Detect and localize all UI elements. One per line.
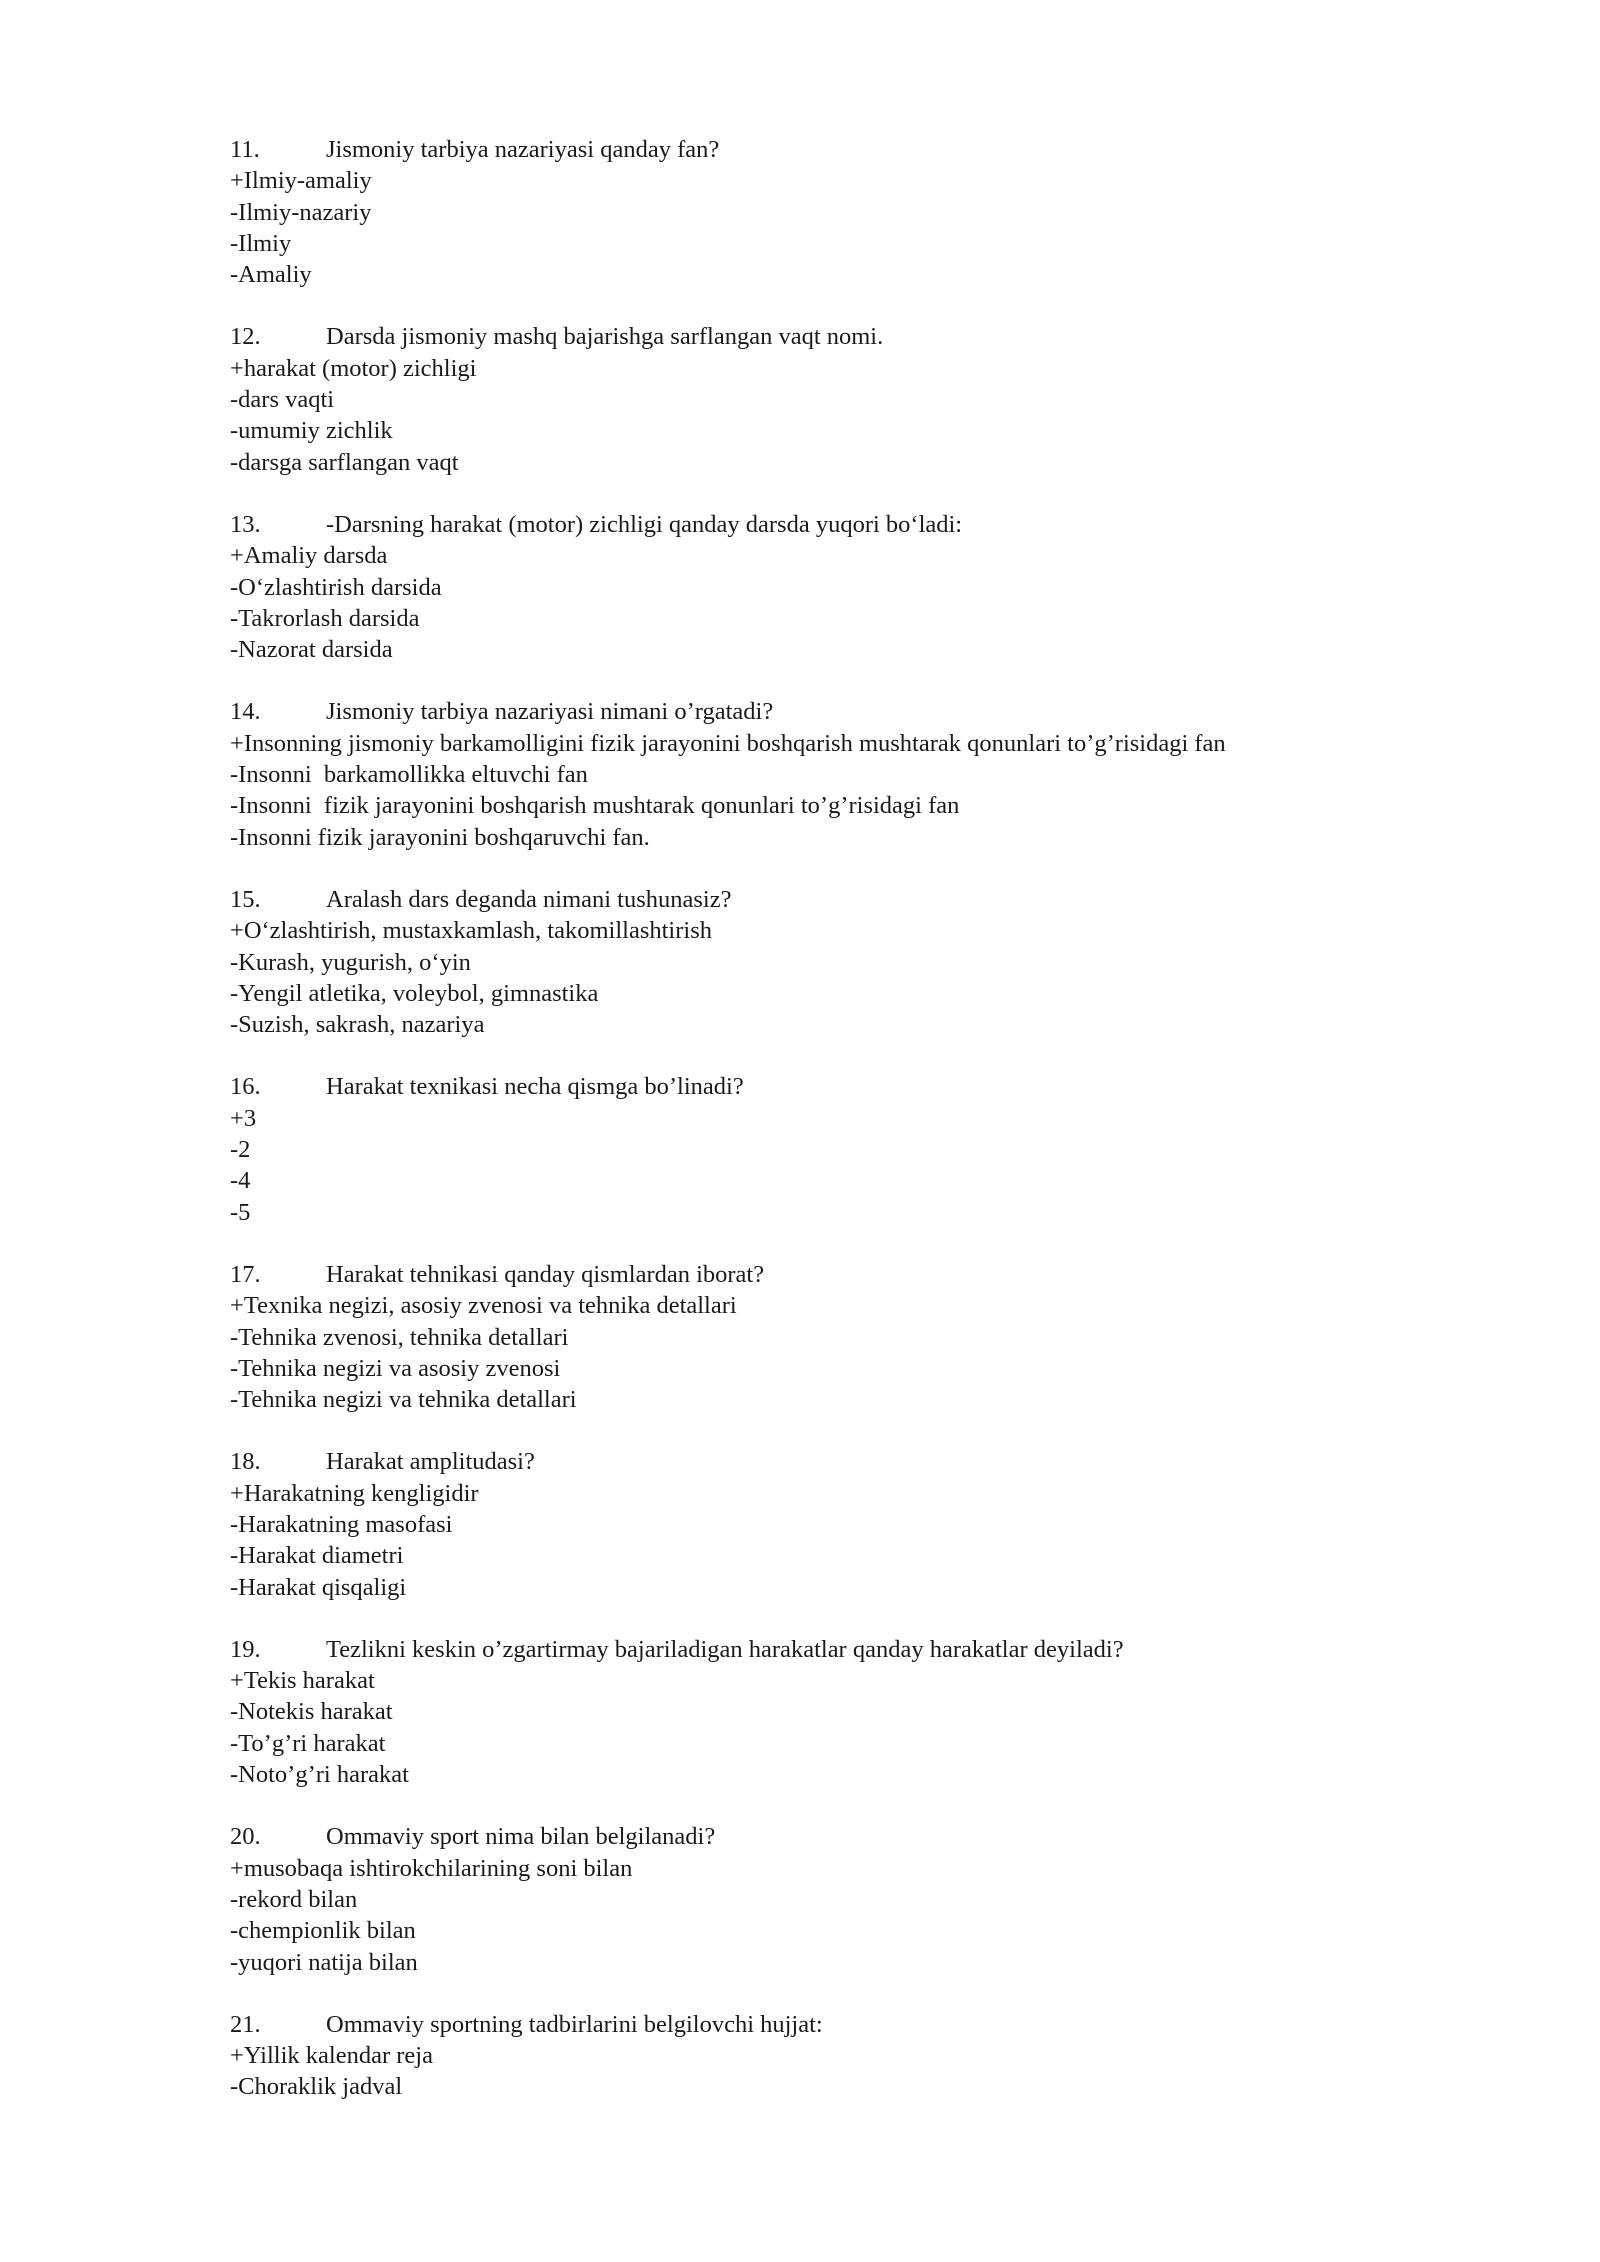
question-number: 14. xyxy=(230,698,261,726)
question-text: Harakat amplitudasi? xyxy=(326,1448,535,1476)
answer-option: +Insonning jismoniy barkamolligini fizik jarayonini boshqarish mushtarak qonunlari to’g’risidagi fan xyxy=(230,729,1226,757)
question-text: Tezlikni keskin o’zgartirmay bajariladigan harakatlar qanday harakatlar deyiladi? xyxy=(326,1635,1124,1663)
answer-option: -Yengil atletika, voleybol, gimnastika xyxy=(230,979,599,1007)
question-line xyxy=(230,884,1530,915)
answer-option: +harakat (motor) zichligi xyxy=(230,354,477,382)
answer-option: -Harakatning masofasi xyxy=(230,1510,453,1538)
question-line xyxy=(230,1821,1530,1852)
answer-option: -Tehnika negizi va tehnika detallari xyxy=(230,1386,577,1414)
question-text: Jismoniy tarbiya nazariyasi qanday fan? xyxy=(326,136,720,163)
question-number: 15. xyxy=(230,885,261,913)
question-block xyxy=(230,2009,1530,2103)
answer-option: +Yillik kalendar reja xyxy=(230,2042,433,2070)
answer-option: +musobaqa ishtirokchilarining soni bilan xyxy=(230,1854,633,1882)
question-text: Jismoniy tarbiya nazariyasi nimani o’rgatadi? xyxy=(326,698,774,726)
answer-option: -Choraklik jadval xyxy=(230,2073,403,2101)
answer-option: -Takrorlash darsida xyxy=(230,604,420,632)
question-text: Darsda jismoniy mashq bajarishga sarflangan vaqt nomi. xyxy=(326,323,884,351)
question-block xyxy=(230,696,1530,852)
answer-option: -Ilmiy xyxy=(230,229,292,257)
answer-option: -Harakat qisqaligi xyxy=(230,1573,407,1601)
answer-option: -Tehnika negizi va asosiy zvenosi xyxy=(230,1354,561,1382)
answer-option: -4 xyxy=(230,1167,251,1195)
answer-option: -dars vaqti xyxy=(230,386,335,414)
answer-option: -Ilmiy-nazariy xyxy=(230,198,372,226)
question-text: Ommaviy sportning tadbirlarini belgilovchi hujjat: xyxy=(326,2010,823,2038)
question-line xyxy=(230,1634,1530,1665)
question-block xyxy=(230,1821,1530,1977)
question-number: 20. xyxy=(230,1823,261,1851)
answer-option: -Tehnika zvenosi, tehnika detallari xyxy=(230,1323,569,1351)
question-line xyxy=(230,2009,1530,2040)
answer-option: -Kurash, yugurish, o‘yin xyxy=(230,948,471,976)
question-number: 16. xyxy=(230,1073,261,1101)
question-number: 13. xyxy=(230,510,261,538)
document-page xyxy=(230,134,1530,2134)
question-number: 11. xyxy=(230,136,260,163)
answer-option: -To’g’ri harakat xyxy=(230,1729,386,1757)
question-line xyxy=(230,696,1530,727)
answer-option: -O‘zlashtirish darsida xyxy=(230,573,442,601)
answer-option: -darsga sarflangan vaqt xyxy=(230,448,459,476)
question-line xyxy=(230,321,1530,352)
question-block xyxy=(230,884,1530,1040)
question-text: Aralash dars deganda nimani tushunasiz? xyxy=(326,885,732,913)
answer-option: -Harakat diametri xyxy=(230,1542,404,1570)
answer-option: -umumiy zichlik xyxy=(230,417,393,445)
answer-option: -yuqori natija bilan xyxy=(230,1948,418,1976)
question-number: 17. xyxy=(230,1260,261,1288)
question-line xyxy=(230,134,1530,165)
question-text: Harakat texnikasi necha qismga bo’linadi? xyxy=(326,1073,744,1101)
question-number: 12. xyxy=(230,323,261,351)
answer-option: -rekord bilan xyxy=(230,1885,358,1913)
answer-option: +Texnika negizi, asosiy zvenosi va tehnika detallari xyxy=(230,1292,737,1320)
answer-option: +Ilmiy-amaliy xyxy=(230,167,372,195)
question-line xyxy=(230,509,1530,540)
question-text: Harakat tehnikasi qanday qismlardan iborat? xyxy=(326,1260,765,1288)
answer-option: -Insonni fizik jarayonini boshqaruvchi fan. xyxy=(230,823,650,851)
answer-option: -Insonni fizik jarayonini boshqarish mushtarak qonunlari to’g’risidagi fan xyxy=(230,792,960,820)
question-block xyxy=(230,1446,1530,1602)
question-block xyxy=(230,1634,1530,1790)
answer-option: +Harakatning kengligidir xyxy=(230,1479,479,1507)
question-line xyxy=(230,1259,1530,1290)
question-block xyxy=(230,509,1530,665)
answer-option: -Amaliy xyxy=(230,261,312,289)
question-block xyxy=(230,321,1530,477)
answer-option: -Noto’g’ri harakat xyxy=(230,1761,409,1789)
answer-option: -chempionlik bilan xyxy=(230,1917,416,1945)
question-block xyxy=(230,1071,1530,1227)
answer-option: -5 xyxy=(230,1198,251,1226)
question-line xyxy=(230,1446,1530,1477)
answer-option: -2 xyxy=(230,1136,251,1164)
answer-option: +O‘zlashtirish, mustaxkamlash, takomillashtirish xyxy=(230,917,712,945)
question-text: -Darsning harakat (motor) zichligi qanday darsda yuqori bo‘ladi: xyxy=(326,510,963,538)
question-text: Ommaviy sport nima bilan belgilanadi? xyxy=(326,1823,716,1851)
answer-option: -Suzish, sakrash, nazariya xyxy=(230,1011,485,1039)
question-block xyxy=(230,134,1530,290)
question-line xyxy=(230,1071,1530,1102)
question-number: 21. xyxy=(230,2010,261,2038)
answer-option: +Amaliy darsda xyxy=(230,542,388,570)
question-number: 19. xyxy=(230,1635,261,1663)
question-block xyxy=(230,1259,1530,1415)
answer-option: -Insonni barkamollikka eltuvchi fan xyxy=(230,761,588,789)
answer-option: -Notekis harakat xyxy=(230,1698,393,1726)
answer-option: -Nazorat darsida xyxy=(230,636,393,664)
answer-option: +3 xyxy=(230,1104,257,1132)
question-number: 18. xyxy=(230,1448,261,1476)
answer-option: +Tekis harakat xyxy=(230,1667,375,1695)
